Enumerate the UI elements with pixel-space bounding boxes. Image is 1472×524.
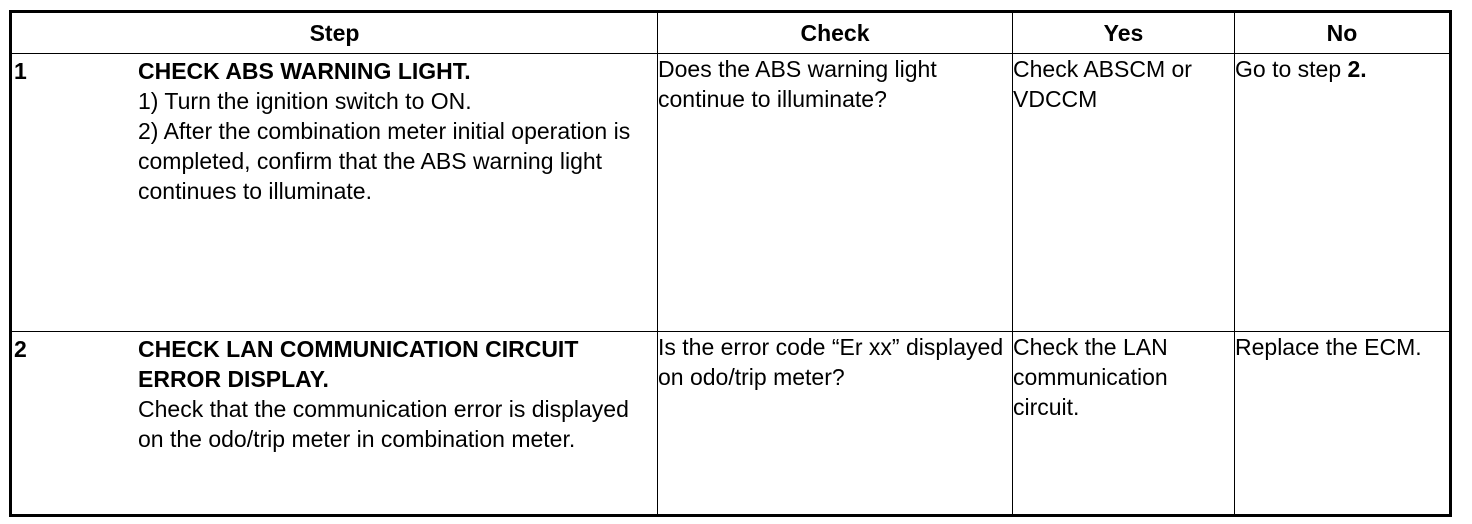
table-header-row: [11, 12, 1451, 54]
header-step: Step: [11, 12, 658, 54]
check-cell: Is the error code “Er xx” displayed on odo/trip meter?: [658, 332, 1013, 516]
yes-cell: Check the LAN communication circuit.: [1013, 332, 1235, 516]
no-text: Go to step: [1235, 56, 1348, 82]
diagnostic-table: [9, 10, 1452, 517]
no-step-ref: 2.: [1347, 56, 1367, 82]
no-cell: [1235, 332, 1451, 516]
step-title: CHECK LAN COMMUNICATION CIRCUIT ERROR DISPLAY.: [138, 336, 579, 392]
step-number: 2: [14, 336, 27, 362]
check-cell: Does the ABS warning light continue to illuminate?: [658, 54, 1013, 332]
table-row: [11, 54, 1451, 332]
step-instruction: 1) Turn the ignition switch to ON.: [138, 88, 472, 114]
step-title: CHECK ABS WARNING LIGHT.: [138, 58, 471, 84]
no-cell: [1235, 54, 1451, 332]
step-cell: [11, 54, 658, 332]
step-instruction: Check that the communication error is displayed on the odo/trip meter in combination meter.: [138, 396, 629, 452]
header-no: No: [1235, 12, 1451, 54]
table-row: [11, 332, 1451, 516]
step-cell: [11, 332, 658, 516]
yes-cell: Check ABSCM or VDCCM: [1013, 54, 1235, 332]
step-number: 1: [14, 58, 27, 84]
header-check: Check: [658, 12, 1013, 54]
no-text: Replace the ECM.: [1235, 334, 1422, 360]
header-yes: Yes: [1013, 12, 1235, 54]
step-instruction: 2) After the combination meter initial operation is completed, confirm that the ABS warning light continues to illuminate.: [138, 118, 631, 204]
